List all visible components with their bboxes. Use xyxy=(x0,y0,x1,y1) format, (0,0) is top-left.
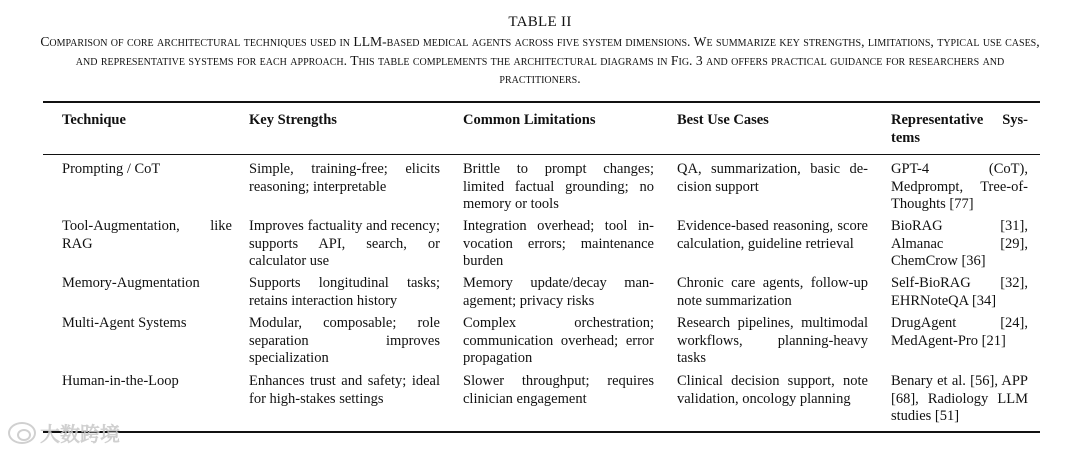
table-caption: Comparison of core architectural techniques used in LLM-based medical agents across five system dimensions. We summarize key strengths, limitations, typical use cases, and representative systems for each approach. This table complements the architectural diagrams in Fig. 3 and offers practical guidance for researchers and practitioners. xyxy=(40,34,1040,86)
cell-use-cases: QA, summarization, basic decision support xyxy=(677,161,868,195)
cell-strengths: Enhances trust and safety; ideal for high-stakes settings xyxy=(249,373,440,407)
watermark xyxy=(8,418,120,447)
cell-systems: Benary et al. [56], APP [68], Radiology LLM studies [51] xyxy=(891,373,1028,424)
cell-systems: BioRAG [31], Almanac [29], ChemCrow [36] xyxy=(891,218,1028,269)
header-rule xyxy=(43,154,1040,155)
cell-limitations: Integration overhead; tool invocation errors; maintenance burden xyxy=(463,218,654,269)
watermark-text: 大数跨境 xyxy=(40,422,120,446)
cell-strengths: Modular, composable; role separation improves specialization xyxy=(249,315,440,366)
cell-strengths: Simple, training-free; elicits reasoning; interpretable xyxy=(249,161,440,195)
cell-limitations: Complex orchestration; communication overhead; error propagation xyxy=(463,315,654,366)
header-best-use-cases: Best Use Cases xyxy=(677,112,769,128)
cell-limitations: Slower throughput; requires clinician engagement xyxy=(463,373,654,407)
cell-use-cases: Clinical decision support, note validation, oncology planning xyxy=(677,373,868,407)
header-technique: Technique xyxy=(62,112,126,128)
top-rule xyxy=(43,101,1040,103)
cell-technique: Human-in-the-Loop xyxy=(62,373,179,389)
table-label: TABLE II xyxy=(508,14,572,30)
cell-strengths: Improves factuality and recency; supports API, search, or calculator use xyxy=(249,218,440,269)
cell-limitations: Brittle to prompt changes; limited factual grounding; no memory or tools xyxy=(463,161,654,212)
header-key-strengths: Key Strengths xyxy=(249,112,337,128)
cell-technique: Memory-Augmentation xyxy=(62,275,200,291)
cell-use-cases: Research pipelines, multimodal workflows, planning-heavy tasks xyxy=(677,315,868,366)
header-representative-systems: Representative Systems xyxy=(891,112,1028,146)
cell-strengths: Supports longitudinal tasks; retains interaction history xyxy=(249,275,440,309)
cell-use-cases: Evidence-based reasoning, score calculation, guideline retrieval xyxy=(677,218,868,252)
bottom-rule xyxy=(43,431,1040,433)
cell-technique: Tool-Augmentation, like RAG xyxy=(62,218,232,252)
cell-technique: Multi-Agent Systems xyxy=(62,315,187,331)
cell-limitations: Memory update/decay management; privacy risks xyxy=(463,275,654,309)
cell-systems: DrugAgent [24], MedAgent-Pro [21] xyxy=(891,315,1028,349)
cell-systems: GPT-4 (CoT), Medprompt, Tree-of-Thoughts [77] xyxy=(891,161,1028,212)
cell-technique: Prompting / CoT xyxy=(62,161,161,177)
header-common-limitations: Common Limitations xyxy=(463,112,596,128)
cell-use-cases: Chronic care agents, follow-up note summarization xyxy=(677,275,868,309)
cell-systems: Self-BioRAG [32], EHRNoteQA [34] xyxy=(891,275,1028,309)
watermark-logo-icon xyxy=(8,422,36,444)
